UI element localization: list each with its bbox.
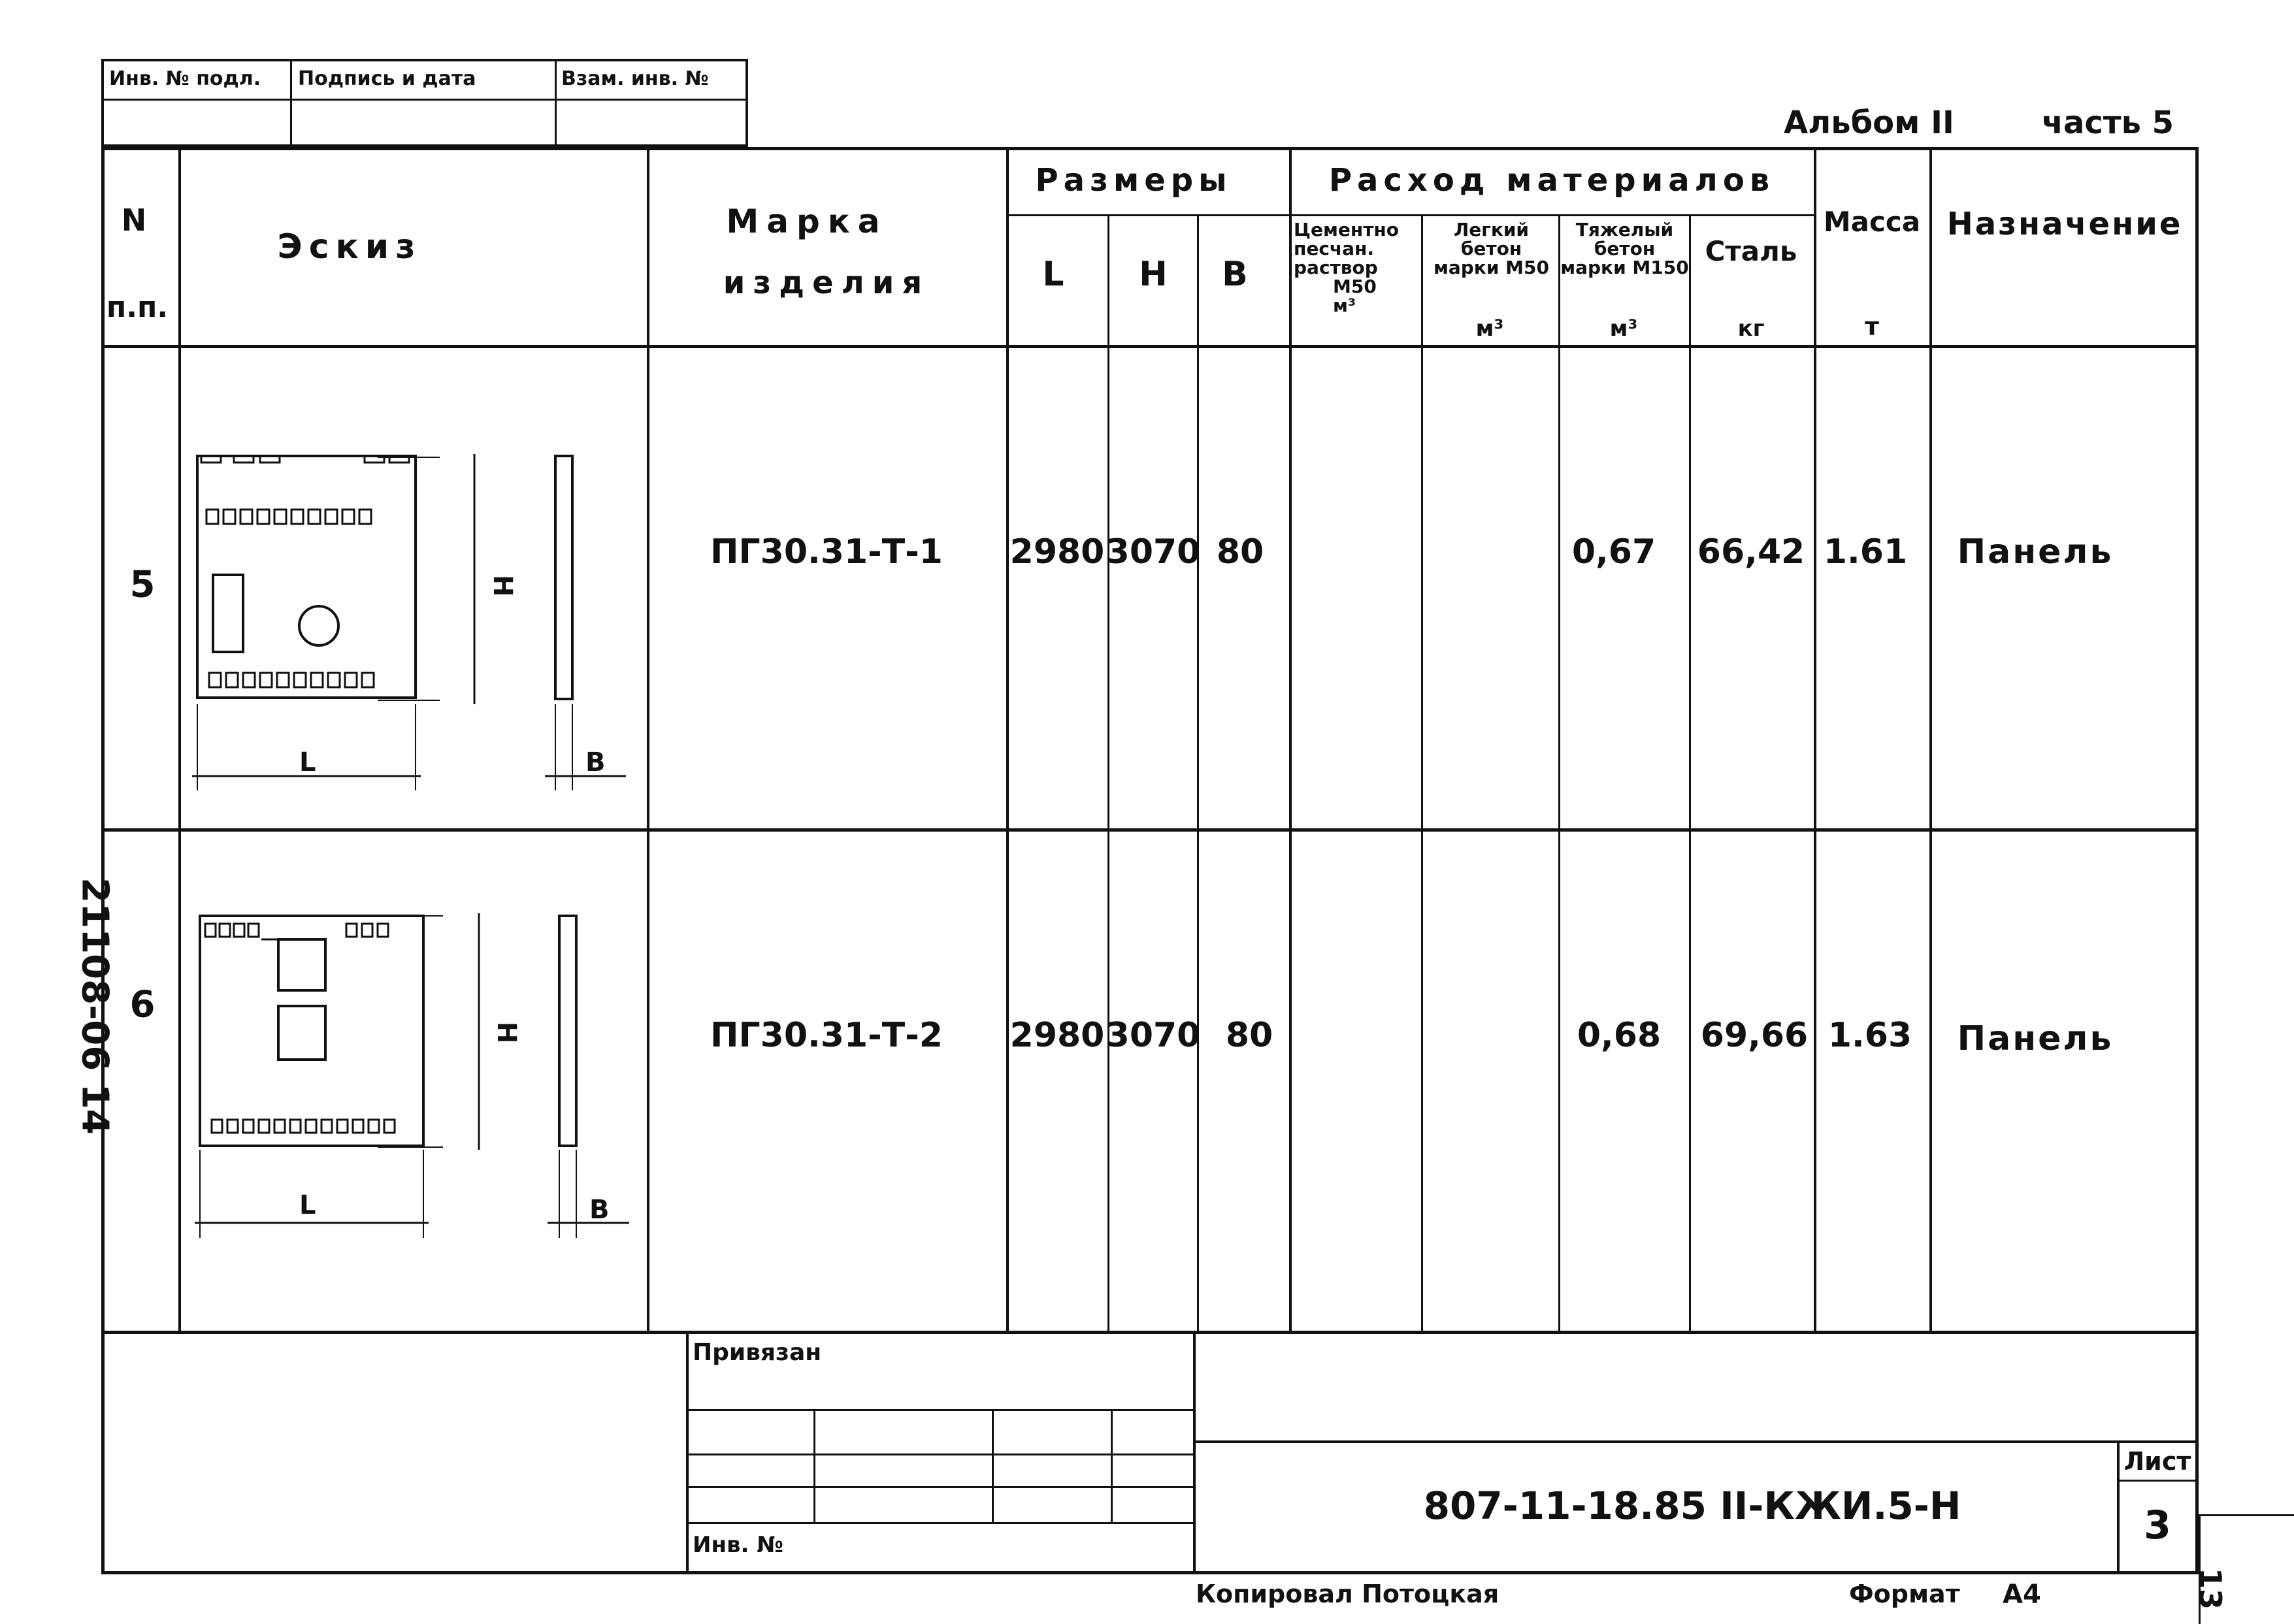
corner-number: 13 bbox=[2193, 1568, 2228, 1610]
row-6-num: 6 bbox=[129, 983, 156, 1026]
header-razmery: Размеры bbox=[1035, 162, 1232, 199]
razmery-subrule bbox=[1006, 214, 1814, 216]
header-marka: Марка bbox=[726, 203, 888, 240]
row-5-B: 80 bbox=[1216, 532, 1264, 572]
top-stamp bbox=[101, 59, 748, 147]
row-5-marka: ПГ30.31-Т-1 bbox=[710, 532, 943, 572]
row-6-sketch bbox=[182, 882, 647, 1274]
footer-format-value: А4 bbox=[2003, 1580, 2041, 1610]
row-5-L: 2980 bbox=[1009, 532, 1105, 572]
row-5-naznach: Панель bbox=[1957, 532, 2114, 572]
row-5-tyazh: 0,67 bbox=[1571, 532, 1656, 572]
main-table bbox=[101, 147, 2199, 1574]
row-5-sketch-H: H bbox=[487, 575, 517, 597]
album-label: Альбом II bbox=[1784, 105, 1954, 141]
row-6-massa: 1.63 bbox=[1827, 1016, 1912, 1055]
stamp-podpis: Подпись и дата bbox=[298, 67, 476, 90]
header-bottom-rule bbox=[101, 345, 2199, 348]
footer-list-label: Лист bbox=[2123, 1447, 2191, 1476]
row-5-H: 3070 bbox=[1106, 532, 1201, 572]
header-B: B bbox=[1222, 255, 1248, 294]
row-5-stal: 66,42 bbox=[1697, 532, 1805, 572]
row-6-H: 3070 bbox=[1106, 1016, 1201, 1055]
header-mat2-unit: м³ bbox=[1475, 316, 1504, 342]
header-mat3: Тяжелый бетон марки М150 bbox=[1560, 219, 1689, 278]
side-number: 21108-06 14 bbox=[73, 877, 116, 1135]
row-6-marka: ПГ30.31-Т-2 bbox=[710, 1016, 943, 1055]
header-naznachenie: Назначение bbox=[1946, 206, 2183, 242]
footer-format-label: Формат bbox=[1849, 1580, 1960, 1608]
header-izdeliya: изделия bbox=[723, 265, 930, 301]
row-6-stal: 69,66 bbox=[1700, 1016, 1809, 1055]
footer-list-num: 3 bbox=[2144, 1502, 2171, 1548]
header-H: H bbox=[1139, 255, 1168, 294]
stamp-inv-podl: Инв. № подл. bbox=[109, 67, 261, 90]
row-5-num: 5 bbox=[129, 563, 156, 606]
header-massa: Масса bbox=[1823, 206, 1921, 238]
header-mat1: Цементно песчан. раствор М50 м³ bbox=[1294, 219, 1399, 316]
footer-copied: Копировал Потоцкая bbox=[1196, 1580, 1499, 1608]
header-L: L bbox=[1042, 255, 1064, 294]
header-rashod: Расход материалов bbox=[1328, 162, 1775, 199]
row-5-sketch bbox=[182, 418, 647, 823]
row-6-naznach: Панель bbox=[1957, 1019, 2114, 1058]
header-eskiz: Эскиз bbox=[277, 227, 422, 267]
row-5-sketch-B: B bbox=[585, 747, 606, 777]
row-6-sketch-L: L bbox=[299, 1190, 316, 1220]
footer-code: 807-11-18.85 II-КЖИ.5-Н bbox=[1423, 1484, 1961, 1528]
header-mat2: Легкий бетон марки М50 bbox=[1433, 219, 1550, 278]
header-massa-unit: т bbox=[1864, 312, 1880, 341]
row-divider bbox=[101, 828, 2199, 832]
stamp-vzam: Взам. инв. № bbox=[561, 67, 709, 90]
header-num: N bbox=[121, 203, 147, 238]
header-num-pp: п.п. bbox=[106, 291, 169, 324]
header-stal-unit: кг bbox=[1737, 316, 1765, 342]
footer-inv: Инв. № bbox=[693, 1532, 784, 1558]
header-mat3-unit: м³ bbox=[1609, 316, 1638, 342]
row-6-B: 80 bbox=[1225, 1016, 1273, 1055]
album-part: часть 5 bbox=[2042, 105, 2174, 141]
header-stal: Сталь bbox=[1705, 235, 1797, 267]
row-5-sketch-L: L bbox=[299, 747, 316, 777]
body-bottom-rule bbox=[101, 1331, 2199, 1334]
row-6-tyazh: 0,68 bbox=[1577, 1016, 1662, 1055]
row-6-L: 2980 bbox=[1009, 1016, 1105, 1055]
row-5-massa: 1.61 bbox=[1823, 532, 1908, 572]
row-6-sketch-H: H bbox=[491, 1022, 521, 1044]
footer-privyazan: Привязан bbox=[693, 1339, 822, 1366]
row-6-sketch-B: B bbox=[589, 1195, 610, 1225]
